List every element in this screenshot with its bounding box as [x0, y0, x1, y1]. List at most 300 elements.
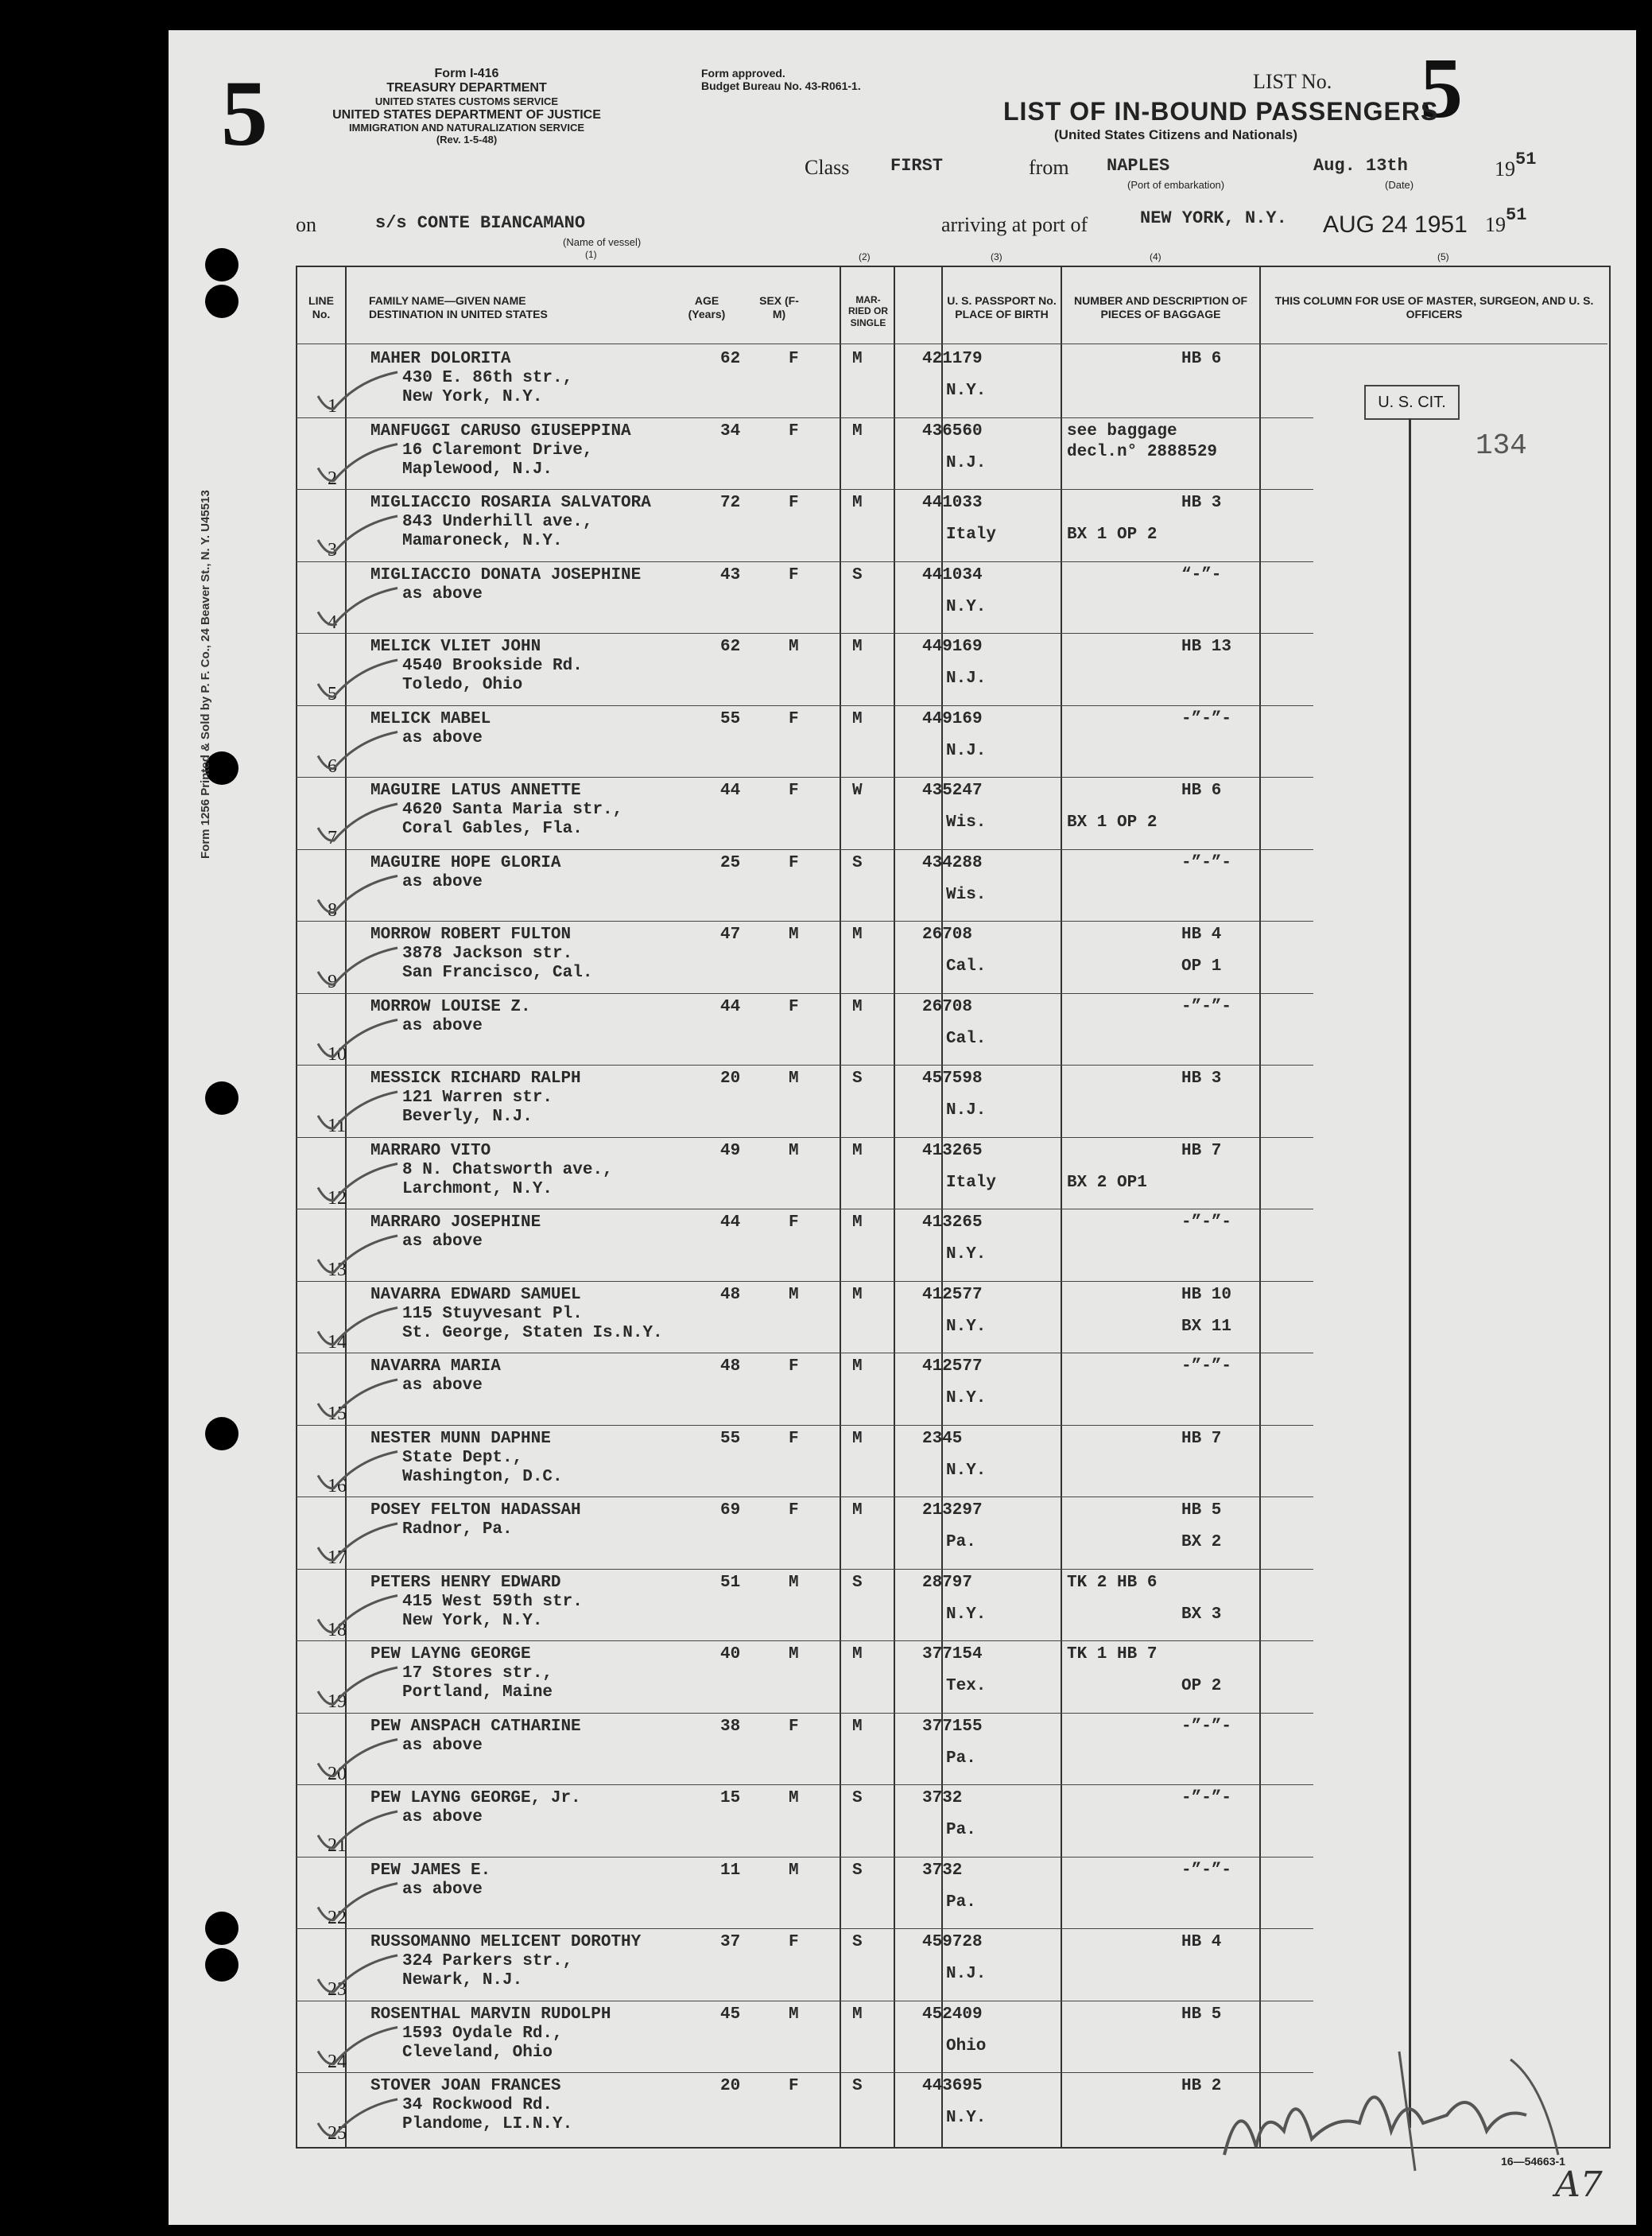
passenger-marital-status: M — [852, 997, 863, 1016]
vessel-name: s/s CONTE BIANCAMANO — [375, 213, 586, 233]
passenger-sex: M — [789, 1285, 799, 1304]
passport-number: 434288 — [922, 853, 983, 872]
passenger-sex: F — [789, 494, 799, 512]
baggage-line-1: -”-”- — [1181, 1717, 1232, 1736]
line-number: 1 — [328, 396, 337, 417]
passenger-name: STOVER JOAN FRANCES — [370, 2077, 561, 2095]
place-of-birth: Ohio — [946, 2036, 987, 2055]
passenger-age: 69 — [720, 1501, 741, 1520]
passport-number: 26708 — [922, 926, 973, 944]
form-title: LIST OF IN-BOUND PASSENGERS — [1003, 97, 1439, 126]
passenger-marital-status: S — [852, 1933, 863, 1951]
passenger-age: 62 — [720, 638, 741, 656]
passenger-sex: F — [789, 350, 799, 368]
punch-hole — [205, 285, 238, 318]
passport-number: 3732 — [922, 1861, 963, 1880]
line-number: 17 — [328, 1547, 347, 1568]
baggage-line-1: -”-”- — [1181, 1357, 1232, 1376]
passenger-sex: F — [789, 1357, 799, 1376]
line-number: 15 — [328, 1403, 347, 1424]
row-divider — [296, 1784, 1313, 1785]
passenger-marital-status: M — [852, 1141, 863, 1160]
form-approved: Form approved. — [701, 67, 785, 80]
baggage-line-2: BX 2 — [1181, 1533, 1222, 1551]
passenger-sex: M — [789, 926, 799, 944]
passenger-name: MIGLIACCIO ROSARIA SALVATORA — [370, 494, 651, 512]
passenger-sex: F — [789, 421, 799, 441]
line-number: 7 — [328, 828, 337, 848]
passenger-name: PEW ANSPACH CATHARINE — [370, 1717, 581, 1736]
form-revision: (Rev. 1-5-48) — [436, 134, 498, 146]
passenger-marital-status: M — [852, 1429, 863, 1448]
baggage-line-1: TK 1 HB 7 — [1067, 1645, 1158, 1663]
row-divider — [296, 1857, 1313, 1858]
place-of-birth: Tex. — [946, 1677, 987, 1695]
passenger-age: 72 — [720, 494, 741, 512]
passenger-address: Washington, D.C. — [402, 1467, 563, 1486]
row-divider — [296, 1713, 1313, 1714]
passenger-sex: M — [789, 1069, 799, 1088]
place-of-birth: N.J. — [946, 670, 987, 688]
place-of-birth: Italy — [946, 526, 997, 544]
passenger-address: Beverly, N.J. — [402, 1108, 533, 1126]
passenger-address: 17 Stores str., — [402, 1664, 553, 1683]
passenger-name: MORROW ROBERT FULTON — [370, 926, 572, 944]
line-number: 12 — [328, 1187, 347, 1209]
list-no-label: LIST No. — [1253, 70, 1332, 93]
passenger-address: 16 Claremont Drive, — [402, 441, 593, 460]
passport-number: 435247 — [922, 782, 983, 800]
baggage-line-1: HB 6 — [1181, 782, 1222, 800]
passenger-sex: F — [789, 2077, 799, 2095]
row-divider — [296, 705, 1313, 706]
passenger-marital-status: M — [852, 638, 863, 656]
passenger-age: 25 — [720, 853, 741, 872]
passenger-age: 45 — [720, 2005, 741, 2024]
printer-imprint: Form 1256 Printed & Sold by P. F. Co., 24 Beaver St., N. Y. U45513 — [199, 490, 212, 859]
passenger-address: Maplewood, N.J. — [402, 460, 553, 479]
place-of-birth: N.J. — [946, 453, 987, 472]
baggage-line-1: -”-”- — [1181, 1789, 1232, 1807]
passenger-name: MIGLIACCIO DONATA JOSEPHINE — [370, 565, 642, 584]
passenger-name: NESTER MUNN DAPHNE — [370, 1429, 551, 1448]
passport-number: 413265 — [922, 1141, 983, 1160]
passenger-marital-status: M — [852, 709, 863, 728]
passenger-address: 121 Warren str. — [402, 1089, 553, 1107]
dept-treasury: TREASURY DEPARTMENT — [386, 81, 547, 95]
passenger-address: as above — [402, 728, 483, 747]
row-divider — [296, 633, 1313, 634]
list-number-left: 5 — [221, 61, 268, 165]
passenger-age: 48 — [720, 1357, 741, 1376]
passenger-marital-status: S — [852, 1861, 863, 1880]
passenger-sex: F — [789, 1717, 799, 1736]
passenger-name: MESSICK RICHARD RALPH — [370, 1069, 581, 1088]
line-number: 11 — [328, 1116, 347, 1136]
date-caption: (Date) — [1385, 179, 1414, 191]
list-no-value: 5 — [1420, 41, 1463, 136]
baggage-line-1: HB 7 — [1181, 1429, 1222, 1448]
passenger-sex: M — [789, 1573, 799, 1592]
arrival-date-stamp: AUG 24 1951 — [1323, 212, 1468, 238]
passenger-address: as above — [402, 1376, 483, 1395]
passenger-address: 415 West 59th str. — [402, 1592, 583, 1611]
form-header-left — [296, 67, 638, 146]
passenger-marital-status: S — [852, 565, 863, 584]
passenger-address: Portland, Maine — [402, 1683, 553, 1702]
passenger-marital-status: M — [852, 1357, 863, 1376]
place-of-birth: N.Y. — [946, 1245, 987, 1264]
row-divider — [296, 1640, 1313, 1641]
punch-hole — [205, 1417, 238, 1450]
line-number: 2 — [328, 468, 337, 489]
place-of-birth: N.J. — [946, 741, 987, 760]
baggage-line-1: -”-”- — [1181, 853, 1232, 872]
line-number: 4 — [328, 611, 337, 633]
passenger-age: 48 — [720, 1285, 741, 1304]
baggage-line-1: -”-”- — [1181, 1861, 1232, 1880]
passenger-sex: F — [789, 565, 799, 584]
baggage-line-1: -”-”- — [1181, 997, 1232, 1016]
form-number: Form I-416 — [434, 67, 499, 80]
baggage-line-1: HB 6 — [1181, 350, 1222, 368]
punch-hole — [205, 1948, 238, 1982]
row-divider — [296, 1425, 1313, 1426]
row-divider — [296, 2072, 1313, 2073]
place-of-birth: Italy — [946, 1173, 997, 1192]
line-number: 6 — [328, 755, 337, 777]
place-of-birth: N.Y. — [946, 2109, 987, 2127]
passenger-address: 1593 Oydale Rd., — [402, 2024, 563, 2043]
passenger-marital-status: S — [852, 853, 863, 872]
place-of-birth: N.Y. — [946, 597, 987, 616]
passenger-address: Cleveland, Ohio — [402, 2043, 553, 2062]
passenger-name: PEW JAMES E. — [370, 1861, 491, 1880]
passenger-sex: F — [789, 1501, 799, 1520]
passenger-name: PETERS HENRY EDWARD — [370, 1573, 561, 1592]
line-number: 9 — [328, 972, 337, 992]
line-number: 21 — [328, 1835, 347, 1856]
passport-number: 28797 — [922, 1573, 973, 1592]
place-of-birth: N.Y. — [946, 382, 987, 400]
passenger-name: MAGUIRE LATUS ANNETTE — [370, 782, 581, 800]
passenger-sex: M — [789, 1789, 799, 1807]
passenger-marital-status: M — [852, 494, 863, 512]
line-number: 19 — [328, 1691, 347, 1712]
passenger-address: as above — [402, 1808, 483, 1826]
passport-number: 377154 — [922, 1645, 983, 1663]
baggage-line-1: HB 13 — [1181, 638, 1232, 656]
baggage-line-1: HB 4 — [1181, 926, 1222, 944]
column-number-2: (2) — [859, 251, 871, 262]
passenger-name: PEW LAYNG GEORGE — [370, 1645, 531, 1663]
vessel-column-number: (1) — [585, 249, 597, 260]
passport-number: 441034 — [922, 565, 983, 584]
punch-hole — [205, 248, 238, 281]
passenger-address: 115 Stuyvesant Pl. — [402, 1304, 583, 1323]
year-value: 51 — [1515, 149, 1537, 169]
passenger-sex: M — [789, 1141, 799, 1160]
passenger-address: as above — [402, 872, 483, 891]
passenger-address: as above — [402, 1880, 483, 1899]
row-divider — [296, 777, 1313, 778]
us-citizen-bracket-line — [1409, 418, 1411, 2128]
row-divider — [296, 1569, 1313, 1570]
vessel-caption: (Name of vessel) — [563, 236, 642, 248]
passenger-sex: F — [789, 853, 799, 872]
place-of-birth: N.J. — [946, 1965, 987, 1983]
baggage-line-1: -”-”- — [1181, 1213, 1232, 1232]
budget-bureau: Budget Bureau No. 43-R061-1. — [701, 80, 861, 93]
row-divider — [296, 1137, 1313, 1138]
baggage-line-2: BX 2 OP1 — [1067, 1173, 1147, 1192]
column-number-3: (3) — [991, 251, 1002, 262]
place-of-birth: N.Y. — [946, 1605, 987, 1624]
passenger-age: 51 — [720, 1573, 741, 1592]
passenger-address: as above — [402, 1233, 483, 1251]
baggage-line-1: -”-”- — [1181, 709, 1232, 728]
arriving-label: arriving at port of — [941, 213, 1088, 236]
passenger-age: 44 — [720, 997, 741, 1016]
place-of-birth: N.J. — [946, 1101, 987, 1120]
passenger-age: 37 — [720, 1933, 741, 1951]
passenger-marital-status: S — [852, 1789, 863, 1807]
passenger-name: RUSSOMANNO MELICENT DOROTHY — [370, 1933, 642, 1951]
passport-number: 457598 — [922, 1069, 983, 1088]
baggage-line-2: OP 2 — [1181, 1677, 1222, 1695]
line-number: 24 — [328, 2051, 347, 2072]
place-of-birth: Pa. — [946, 1892, 976, 1912]
passport-number: 452409 — [922, 2005, 983, 2024]
passenger-name: MARRARO VITO — [370, 1141, 491, 1160]
row-divider — [296, 417, 1313, 418]
passenger-sex: M — [789, 1645, 799, 1663]
passport-number: 412577 — [922, 1357, 983, 1376]
baggage-line-2: decl.n° 2888529 — [1067, 442, 1218, 461]
passenger-address: as above — [402, 1016, 483, 1035]
baggage-line-2: OP 1 — [1181, 957, 1222, 976]
passenger-marital-status: M — [852, 1285, 863, 1304]
passenger-sex: M — [789, 1861, 799, 1880]
passenger-sex: F — [789, 782, 799, 800]
passenger-name: NAVARRA MARIA — [370, 1357, 501, 1376]
baggage-line-1: “-”- — [1181, 565, 1222, 584]
punch-hole — [205, 1081, 238, 1115]
passenger-address: 4620 Santa Maria str., — [402, 801, 623, 819]
baggage-line-1: HB 5 — [1181, 1501, 1222, 1520]
line-number: 20 — [328, 1763, 347, 1784]
passport-number: 459728 — [922, 1933, 983, 1951]
baggage-line-1: HB 2 — [1181, 2077, 1222, 2095]
place-of-birth: N.Y. — [946, 1389, 987, 1407]
passenger-age: 38 — [720, 1717, 741, 1736]
class-value: FIRST — [890, 156, 944, 176]
place-of-birth: Wis. — [946, 813, 987, 832]
column-number-4: (4) — [1150, 251, 1161, 262]
passenger-age: 49 — [720, 1141, 741, 1160]
passenger-age: 43 — [720, 565, 741, 584]
column-divider — [840, 267, 841, 2147]
punch-hole — [205, 1912, 238, 1945]
passenger-address: Radnor, Pa. — [402, 1520, 513, 1539]
passenger-address: Mamaroneck, N.Y. — [402, 532, 563, 550]
line-number: 3 — [328, 540, 337, 561]
baggage-line-1: see baggage — [1067, 421, 1177, 441]
passenger-address: 8 N. Chatsworth ave., — [402, 1160, 613, 1179]
passenger-age: 34 — [720, 421, 741, 441]
passport-number: 449169 — [922, 709, 983, 728]
form-approval — [701, 67, 861, 92]
column-number-5: (5) — [1437, 251, 1449, 262]
passenger-age: 55 — [720, 709, 741, 728]
passport-number: 441033 — [922, 494, 983, 512]
row-divider — [296, 489, 1313, 490]
passenger-marital-status: S — [852, 1069, 863, 1088]
header-baggage: NUMBER AND DESCRIPTION OF PIECES OF BAGGAGE — [1073, 294, 1248, 320]
line-number: 13 — [328, 1260, 347, 1280]
line-number: 22 — [328, 1907, 347, 1928]
passenger-marital-status: M — [852, 1645, 863, 1663]
line-number: 8 — [328, 899, 337, 921]
line-number: 5 — [328, 684, 337, 705]
place-of-birth: N.Y. — [946, 1317, 987, 1336]
place-of-birth: N.Y. — [946, 1461, 987, 1480]
passenger-address: 430 E. 86th str., — [402, 369, 573, 387]
passenger-sex: F — [789, 1429, 799, 1448]
header-married: MAR-RIED OR SINGLE — [847, 294, 888, 328]
port-caption: (Port of embarkation) — [1127, 179, 1225, 191]
line-number: 23 — [328, 1979, 347, 2000]
dept-justice: UNITED STATES DEPARTMENT OF JUSTICE — [332, 107, 601, 122]
header-age: AGE (Years) — [688, 294, 726, 320]
passenger-sex: F — [789, 709, 799, 728]
row-divider — [296, 1928, 1313, 1929]
embark-date: Aug. 13th — [1313, 156, 1408, 176]
line-number: 16 — [328, 1475, 347, 1496]
place-of-birth: Pa. — [946, 1749, 976, 1768]
place-of-birth: Wis. — [946, 885, 987, 904]
passenger-age: 20 — [720, 2077, 741, 2095]
passenger-age: 44 — [720, 1213, 741, 1232]
passenger-marital-status: W — [852, 782, 863, 800]
line-number: 14 — [328, 1331, 347, 1353]
baggage-line-1: HB 7 — [1181, 1141, 1222, 1160]
column-divider — [894, 267, 895, 2147]
passenger-name: PEW LAYNG GEORGE, Jr. — [370, 1789, 581, 1807]
port-of-embarkation: NAPLES — [1107, 156, 1170, 176]
passenger-name: MAGUIRE HOPE GLORIA — [370, 853, 561, 872]
passenger-age: 44 — [720, 782, 741, 800]
column-divider — [1061, 267, 1062, 2147]
passenger-name: MANFUGGI CARUSO GIUSEPPINA — [370, 421, 631, 441]
footer-code: 16—54663-1 — [1501, 2155, 1565, 2168]
line-number: 18 — [328, 1619, 347, 1640]
us-citizen-stamp: U. S. CIT. — [1364, 385, 1460, 420]
passenger-name: MARRARO JOSEPHINE — [370, 1213, 541, 1232]
row-divider — [296, 561, 1313, 562]
passenger-address: San Francisco, Cal. — [402, 964, 593, 982]
passenger-marital-status: S — [852, 1573, 863, 1592]
passport-number: 436560 — [922, 421, 983, 441]
dept-treasury-sub: UNITED STATES CUSTOMS SERVICE — [374, 95, 559, 107]
passport-number: 213297 — [922, 1501, 983, 1520]
passenger-sex: F — [789, 997, 799, 1016]
baggage-line-1: HB 10 — [1181, 1285, 1232, 1304]
passenger-address: 3878 Jackson str. — [402, 945, 573, 963]
passenger-address: New York, N.Y. — [402, 1611, 543, 1630]
passport-number: 412577 — [922, 1285, 983, 1304]
row-divider — [296, 921, 1313, 922]
passenger-age: 47 — [720, 926, 741, 944]
passenger-marital-status: M — [852, 421, 863, 441]
passenger-address: Larchmont, N.Y. — [402, 1179, 553, 1198]
form-subtitle: (United States Citizens and Nationals) — [1054, 127, 1298, 142]
row-divider — [296, 993, 1313, 994]
passport-number: 421179 — [922, 350, 983, 368]
arrival-year-value: 51 — [1506, 205, 1527, 225]
corner-note: A7 — [1555, 2164, 1603, 2205]
passenger-marital-status: M — [852, 1213, 863, 1232]
inspector-signature — [1208, 2036, 1590, 2187]
passenger-marital-status: S — [852, 2077, 863, 2095]
row-divider — [296, 1496, 1313, 1497]
passenger-marital-status: M — [852, 1501, 863, 1520]
passenger-address: State Dept., — [402, 1448, 523, 1467]
header-officers: THIS COLUMN FOR USE OF MASTER, SURGEON, AND U. S. OFFICERS — [1274, 294, 1594, 320]
passenger-address: Newark, N.J. — [402, 1971, 523, 1989]
passenger-age: 15 — [720, 1789, 741, 1807]
passport-number: 377155 — [922, 1717, 983, 1736]
row-divider — [296, 1065, 1313, 1066]
passenger-name: MORROW LOUISE Z. — [370, 997, 531, 1016]
passport-number: 449169 — [922, 638, 983, 656]
baggage-line-2: BX 11 — [1181, 1317, 1232, 1336]
passenger-address: as above — [402, 584, 483, 604]
baggage-line-1: TK 2 HB 6 — [1067, 1573, 1158, 1592]
from-label: from — [1029, 156, 1069, 179]
row-divider — [296, 849, 1313, 850]
row-divider — [296, 1281, 1313, 1282]
passenger-address: Toledo, Ohio — [402, 676, 523, 694]
handwritten-count: 134 — [1476, 429, 1527, 462]
baggage-line-1: HB 4 — [1181, 1933, 1222, 1951]
passenger-name: MAHER DOLORITA — [370, 350, 511, 368]
header-line-no: LINE No. — [308, 294, 334, 320]
column-divider — [1259, 267, 1261, 2147]
passenger-marital-status: M — [852, 926, 863, 944]
line-number: 25 — [328, 2123, 347, 2144]
passenger-age: 62 — [720, 350, 741, 368]
baggage-line-2: BX 1 OP 2 — [1067, 526, 1158, 544]
passenger-sex: F — [789, 1933, 799, 1951]
passenger-sex: F — [789, 1213, 799, 1232]
arrival-port: NEW YORK, N.Y. — [1140, 208, 1287, 228]
baggage-line-1: HB 3 — [1181, 1069, 1222, 1088]
passenger-age: 55 — [720, 1429, 741, 1448]
line-number: 10 — [328, 1043, 347, 1065]
passenger-address: Plandome, LI.N.Y. — [402, 2115, 573, 2133]
passenger-name: POSEY FELTON HADASSAH — [370, 1501, 581, 1520]
passenger-marital-status: M — [852, 350, 863, 368]
passenger-age: 40 — [720, 1645, 741, 1663]
place-of-birth: Cal. — [946, 957, 987, 976]
passenger-address: St. George, Staten Is.N.Y. — [402, 1323, 663, 1342]
passenger-address: as above — [402, 1736, 483, 1755]
passport-number: 3732 — [922, 1789, 963, 1807]
passenger-name: MELICK VLIET JOHN — [370, 638, 541, 656]
passenger-address: Coral Gables, Fla. — [402, 820, 583, 838]
year-prefix: 19 — [1495, 157, 1515, 181]
